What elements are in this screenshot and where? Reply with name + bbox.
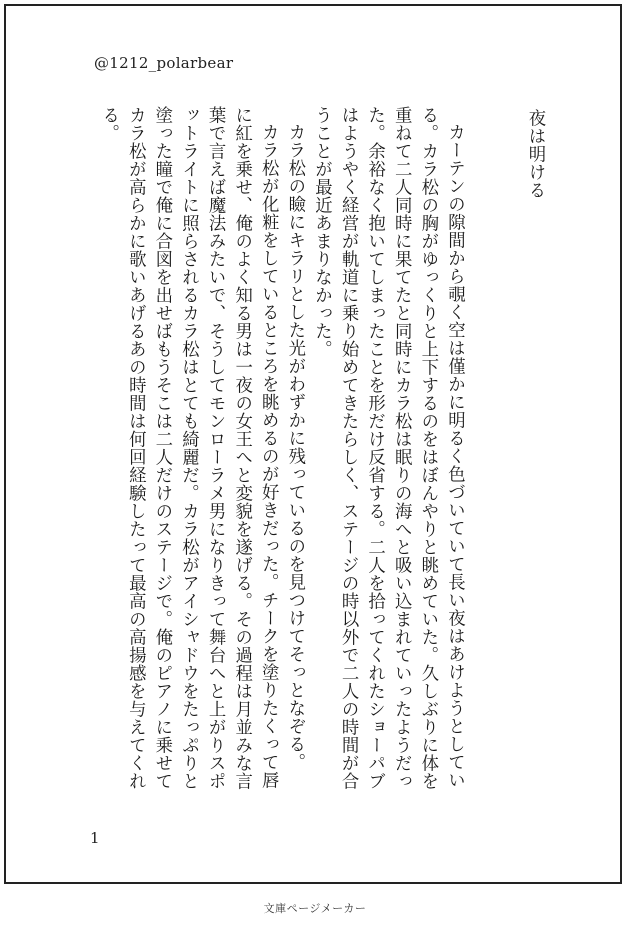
story-title: 夜は明ける — [525, 109, 545, 199]
page-frame — [4, 4, 622, 884]
story-body — [86, 106, 556, 806]
paragraph-3: カラ松が化粧をしているところを眺めるのが好きだった。チークを塗りたくって唇に紅を乗せ、俺のよく知る男は一夜の女王へと変貌を遂げる。その過程は月並みな言葉で言えば魔法みたいで、そうしてモンローラメ男になりきって舞台へと上がりスポットライトに照らされるカラ松はとても綺麗だ。カラ松がアイシャドウをたっぷりと塗った瞳で俺に合図を出せばもうそこは二人だけのステージで。俺のピアノに乗せてカラ松が高らかに歌いあげるあの時間は何回経験したって最高の高揚感を与えてくれる。 — [98, 106, 279, 790]
paragraph-2: カラ松の瞼にキラリとした光がわずかに残っているのを見つけてそっとなぞる。 — [284, 123, 305, 772]
author-handle: @1212_polarbear — [94, 54, 234, 72]
footer-label: 文庫ページメーカー — [263, 902, 367, 915]
page-number: 1 — [90, 829, 100, 847]
paragraph-1: カーテンの隙間から覗く空は僅かに明るく色づいていて長い夜はあけようとしている。カラ松の胸がゆっくりと上下するのをはぼんやりと眺めていた。久しぶりに体を重ねて二人同時に果てたと同時にカラ松は眠りの海へと吸い込まれていったようだった。余裕なく抱いてしまったことを形だけ反省する。二人を拾ってくれたショーパブはようやく経営が軌道に乗り始めてきたらしく、ステージの時以外で二人の時間が合うことが最近あまりなかった。 — [311, 106, 465, 790]
